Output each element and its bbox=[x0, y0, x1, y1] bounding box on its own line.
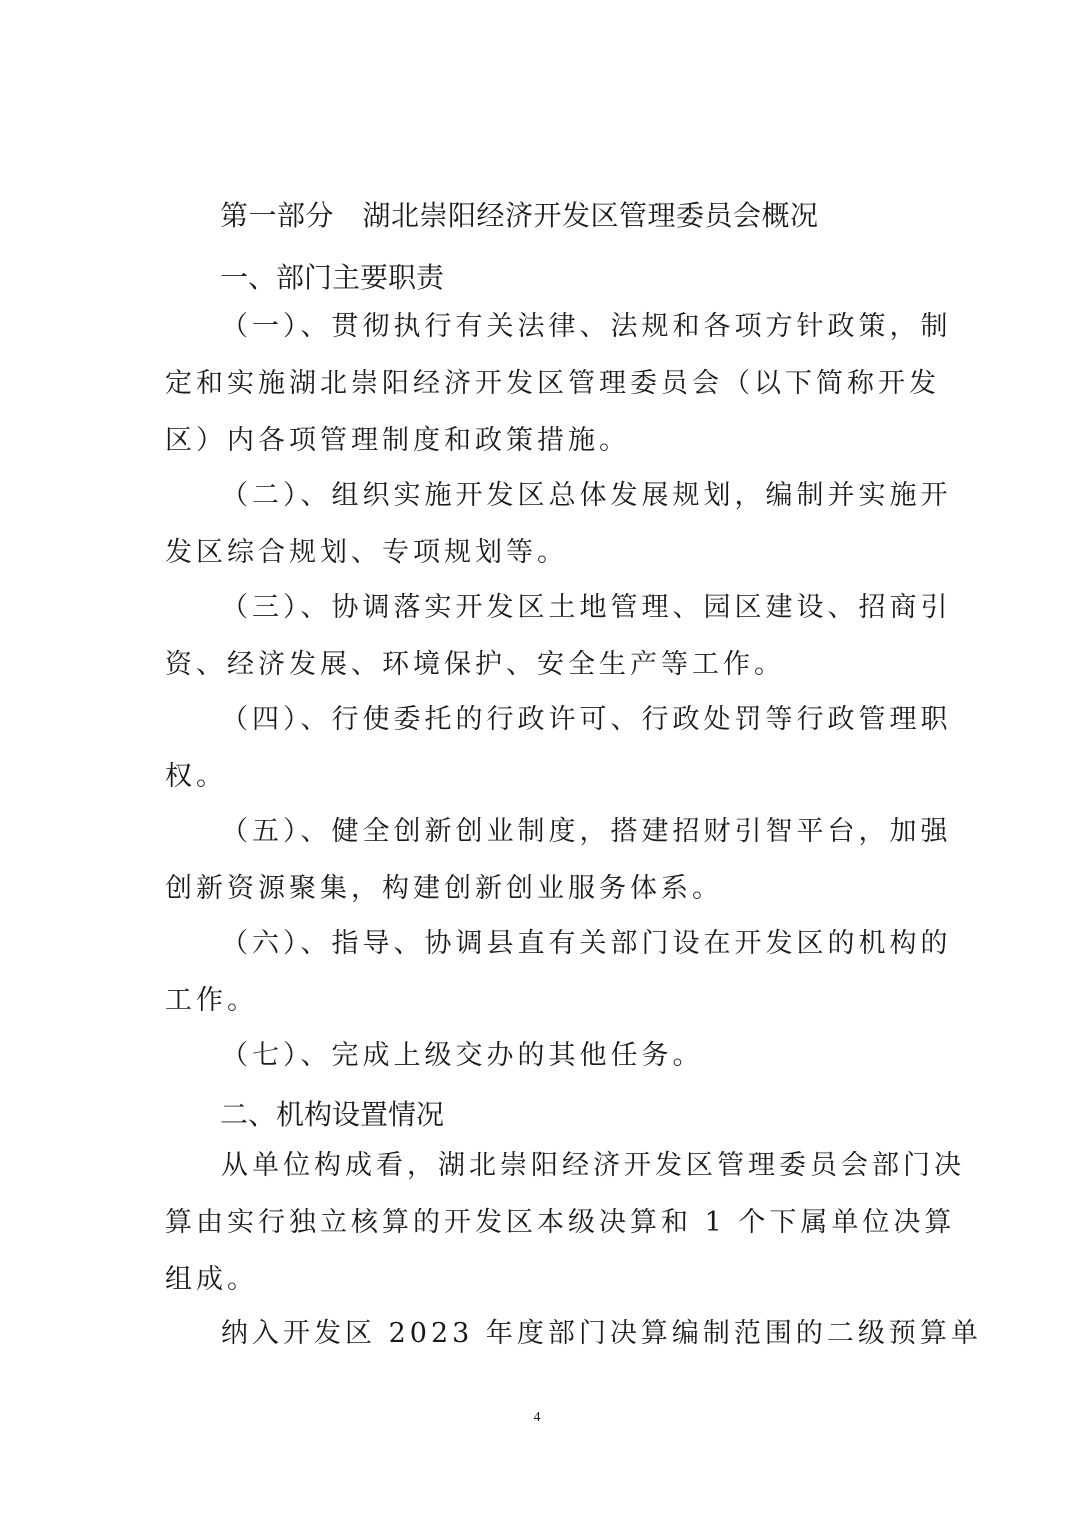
duty-paragraph-5 bbox=[165, 803, 952, 917]
duty-paragraph-2 bbox=[165, 467, 952, 581]
text-line: （六）、指导、协调县直有关部门设在开发区的机构的 bbox=[221, 928, 952, 959]
section-heading-organization: 二、机构设置情况 bbox=[220, 1098, 445, 1131]
page-number: 4 bbox=[533, 1410, 541, 1425]
text-line: 区）内各项管理制度和政策措施。 bbox=[165, 425, 630, 456]
text-line: （一）、贯彻执行有关法律、法规和各项方针政策，制 bbox=[221, 311, 952, 342]
section-heading-duties: 一、部门主要职责 bbox=[220, 261, 445, 294]
duty-paragraph-7 bbox=[165, 1027, 911, 1084]
text-line: （五）、健全创新创业制度，搭建招财引智平台，加强 bbox=[221, 816, 952, 847]
text-line: （三）、协调落实开发区土地管理、园区建设、招商引 bbox=[221, 592, 952, 623]
duty-paragraph-1 bbox=[165, 298, 952, 469]
duty-paragraph-3 bbox=[165, 579, 952, 693]
text-line: 纳入开发区 2023 年度部门决算编制范围的二级预算单 bbox=[221, 1318, 982, 1349]
text-line: 从单位构成看，湖北崇阳经济开发区管理委员会部门决 bbox=[221, 1150, 965, 1181]
text-line: （四）、行使委托的行政许可、行政处罚等行政管理职 bbox=[221, 704, 952, 735]
organization-paragraph-1 bbox=[165, 1137, 965, 1308]
text-line: （七）、完成上级交办的其他任务。 bbox=[221, 1040, 704, 1071]
text-line: 权。 bbox=[165, 761, 227, 792]
text-line: 算由实行独立核算的开发区本级决算和 1 个下属单位决算 bbox=[165, 1207, 956, 1238]
duty-paragraph-6 bbox=[165, 915, 952, 1029]
organization-paragraph-2 bbox=[165, 1305, 982, 1362]
text-line: 创新资源聚集，构建创新创业服务体系。 bbox=[165, 873, 723, 904]
duty-paragraph-4 bbox=[165, 691, 952, 805]
text-line: 工作。 bbox=[165, 985, 258, 1016]
part-title: 第一部分 湖北崇阳经济开发区管理委员会概况 bbox=[220, 199, 819, 232]
text-line: 资、经济发展、环境保护、安全生产等工作。 bbox=[165, 649, 785, 680]
text-line: 定和实施湖北崇阳经济开发区管理委员会（以下简称开发 bbox=[165, 368, 940, 399]
text-line: 发区综合规划、专项规划等。 bbox=[165, 537, 568, 568]
text-line: （二）、组织实施开发区总体发展规划，编制并实施开 bbox=[221, 480, 952, 511]
text-line: 组成。 bbox=[165, 1264, 258, 1295]
